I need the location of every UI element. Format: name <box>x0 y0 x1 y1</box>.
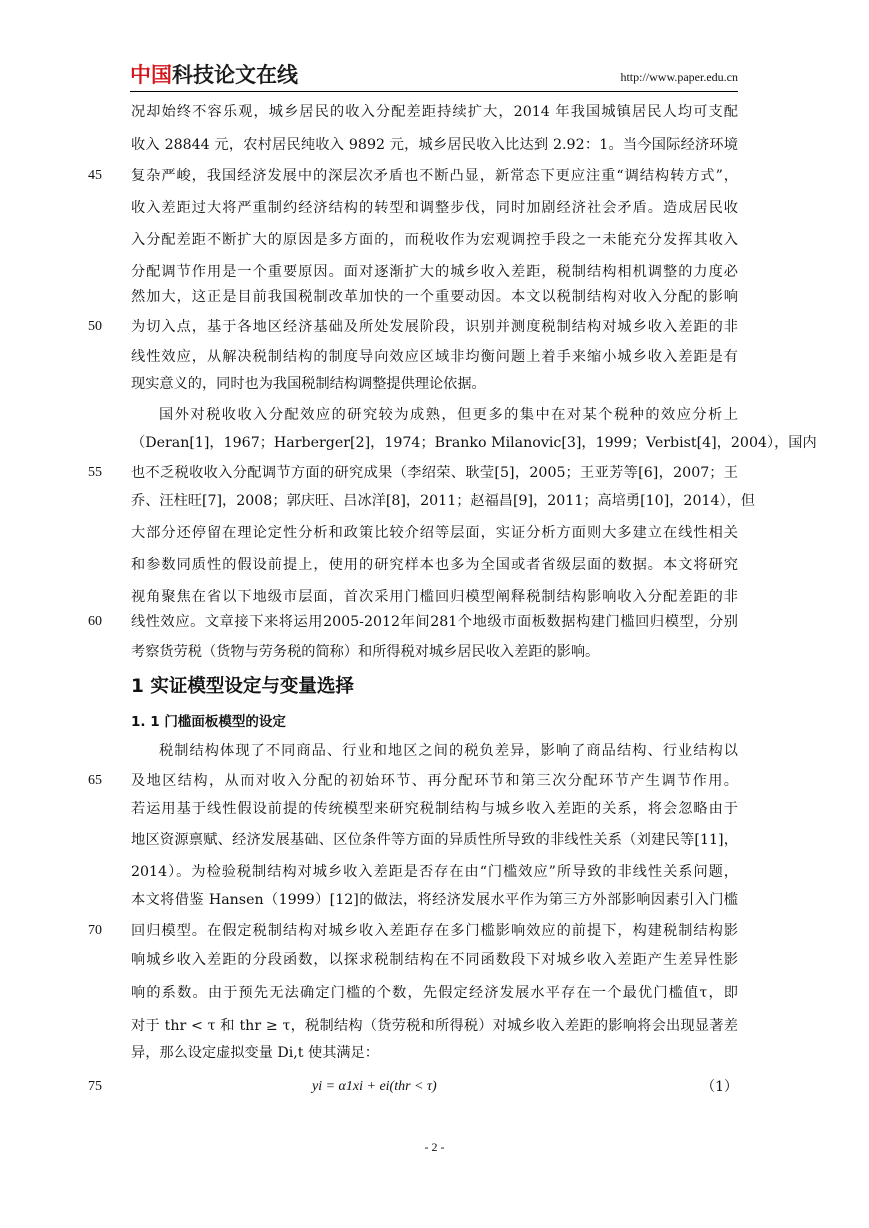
text-line: 若运用基于线性假设前提的传统模型来研究税制结构与城乡收入差距的关系，将会忽略由于 <box>131 801 738 817</box>
line-number: 50 <box>88 319 102 334</box>
line-number: 45 <box>88 168 102 183</box>
text-line: 国外对税收收入分配效应的研究较为成熟，但更多的集中在对某个税种的效应分析上 <box>159 407 738 423</box>
page-number: - 2 - <box>424 1140 445 1154</box>
page-header <box>130 62 738 90</box>
section-heading: 1 实证模型设定与变量选择 <box>131 676 354 697</box>
journal-logo: 中国科技论文在线 <box>130 63 298 87</box>
header-rule <box>130 91 738 92</box>
text-line: 视角聚焦在省以下地级市层面，首次采用门槛回归模型阐释税制结构影响收入分配差距的非 <box>131 589 738 605</box>
text-line: 考察货劳税（货物与劳务税的简称）和所得税对城乡居民收入差距的影响。 <box>131 644 600 660</box>
text-line: 况却始终不容乐观，城乡居民的收入分配差距持续扩大，2014 年我国城镇居民人均可支配 <box>131 104 738 120</box>
text-line: 和参数同质性的假设前提上，使用的研究样本也多为全国或者省级层面的数据。本文将研究 <box>131 557 738 573</box>
text-line: 分配调节作用是一个重要原因。面对逐渐扩大的城乡收入差距，税制结构相机调整的力度必 <box>131 264 738 280</box>
header-url[interactable]: http://www.paper.edu.cn <box>620 70 738 84</box>
text-line: 乔、汪柱旺[7]，2008；郭庆旺、吕冰洋[8]，2011；赵福昌[9]，2011；高培勇[10]，2014），但 <box>131 493 755 509</box>
equation-1: yi = α1xi + ei(thr < τ) <box>312 1079 437 1094</box>
text-line: 响城乡收入差距的分段函数，以探求税制结构在不同函数段下对城乡收入差距产生差异性影 <box>131 952 738 968</box>
line-number: 65 <box>88 773 102 788</box>
text-line: 地区资源禀赋、经济发展基础、区位条件等方面的异质性所导致的非线性关系（刘建民等[11]， <box>131 832 738 848</box>
text-line: 及地区结构，从而对收入分配的初始环节、再分配环节和第三次分配环节产生调节作用。 <box>131 773 738 789</box>
text-line: 响的系数。由于预先无法确定门槛的个数，先假定经济发展水平存在一个最优门槛值τ，即 <box>131 985 738 1001</box>
text-line: （Deran[1]，1967；Harberger[2]，1974；Branko Milanovic[3]，1999；Verbist[4]，2004），国内 <box>131 435 817 451</box>
text-line: 为切入点，基于各地区经济基础及所处发展阶段，识别并测度税制结构对城乡收入差距的非 <box>131 319 738 335</box>
text-line: 收入差距过大将严重制约经济结构的转型和调整步伐，同时加剧经济社会矛盾。造成居民收 <box>131 200 738 216</box>
text-line: 现实意义的，同时也为我国税制结构调整提供理论依据。 <box>131 376 486 392</box>
text-line: 大部分还停留在理论定性分析和政策比较介绍等层面，实证分析方面则大多建立在线性相关 <box>131 525 738 541</box>
text-line: 入分配差距不断扩大的原因是多方面的，而税收作为宏观调控手段之一未能充分发挥其收入 <box>131 232 738 248</box>
text-line: 对于 thr < τ 和 thr ≥ τ，税制结构（货劳税和所得税）对城乡收入差距的影响将会出现显著差 <box>131 1018 738 1034</box>
text-line: 线性效应。文章接下来将运用2005-2012年间281个地级市面板数据构建门槛回归模型，分别 <box>131 614 738 630</box>
line-number: 70 <box>88 923 102 938</box>
text-line: 收入 28844 元，农村居民纯收入 9892 元，城乡居民收入比达到 2.92：1。当今国际经济环境 <box>131 137 738 153</box>
text-line: 复杂严峻，我国经济发展中的深层次矛盾也不断凸显，新常态下更应注重“调结构转方式”， <box>131 168 738 184</box>
text-line: 2014）。为检验税制结构对城乡收入差距是否存在由“门槛效应”所导致的非线性关系问题， <box>131 864 738 880</box>
subsection-heading: 1. 1 门槛面板模型的设定 <box>131 714 286 730</box>
line-number: 60 <box>88 614 102 629</box>
equation-number: （1） <box>701 1079 738 1095</box>
line-number: 55 <box>88 465 102 480</box>
text-line: 异，那么设定虚拟变量 Di,t 使其满足： <box>131 1045 379 1061</box>
text-line: 然加大，这正是目前我国税制改革加快的一个重要动因。本文以税制结构对收入分配的影响 <box>131 289 738 305</box>
line-number: 75 <box>88 1079 102 1094</box>
text-line: 也不乏税收收入分配调节方面的研究成果（李绍荣、耿莹[5]，2005；王亚芳等[6]，2007；王 <box>131 465 738 481</box>
text-line: 税制结构体现了不同商品、行业和地区之间的税负差异，影响了商品结构、行业结构以 <box>159 743 738 759</box>
text-line: 本文将借鉴 Hansen（1999）[12]的做法，将经济发展水平作为第三方外部影响因素引入门槛 <box>131 892 738 908</box>
text-line: 线性效应，从解决税制结构的制度导向效应区域非均衡问题上着手来缩小城乡收入差距是有 <box>131 349 738 365</box>
text-line: 回归模型。在假定税制结构对城乡收入差距存在多门槛影响效应的前提下，构建税制结构影 <box>131 923 738 939</box>
